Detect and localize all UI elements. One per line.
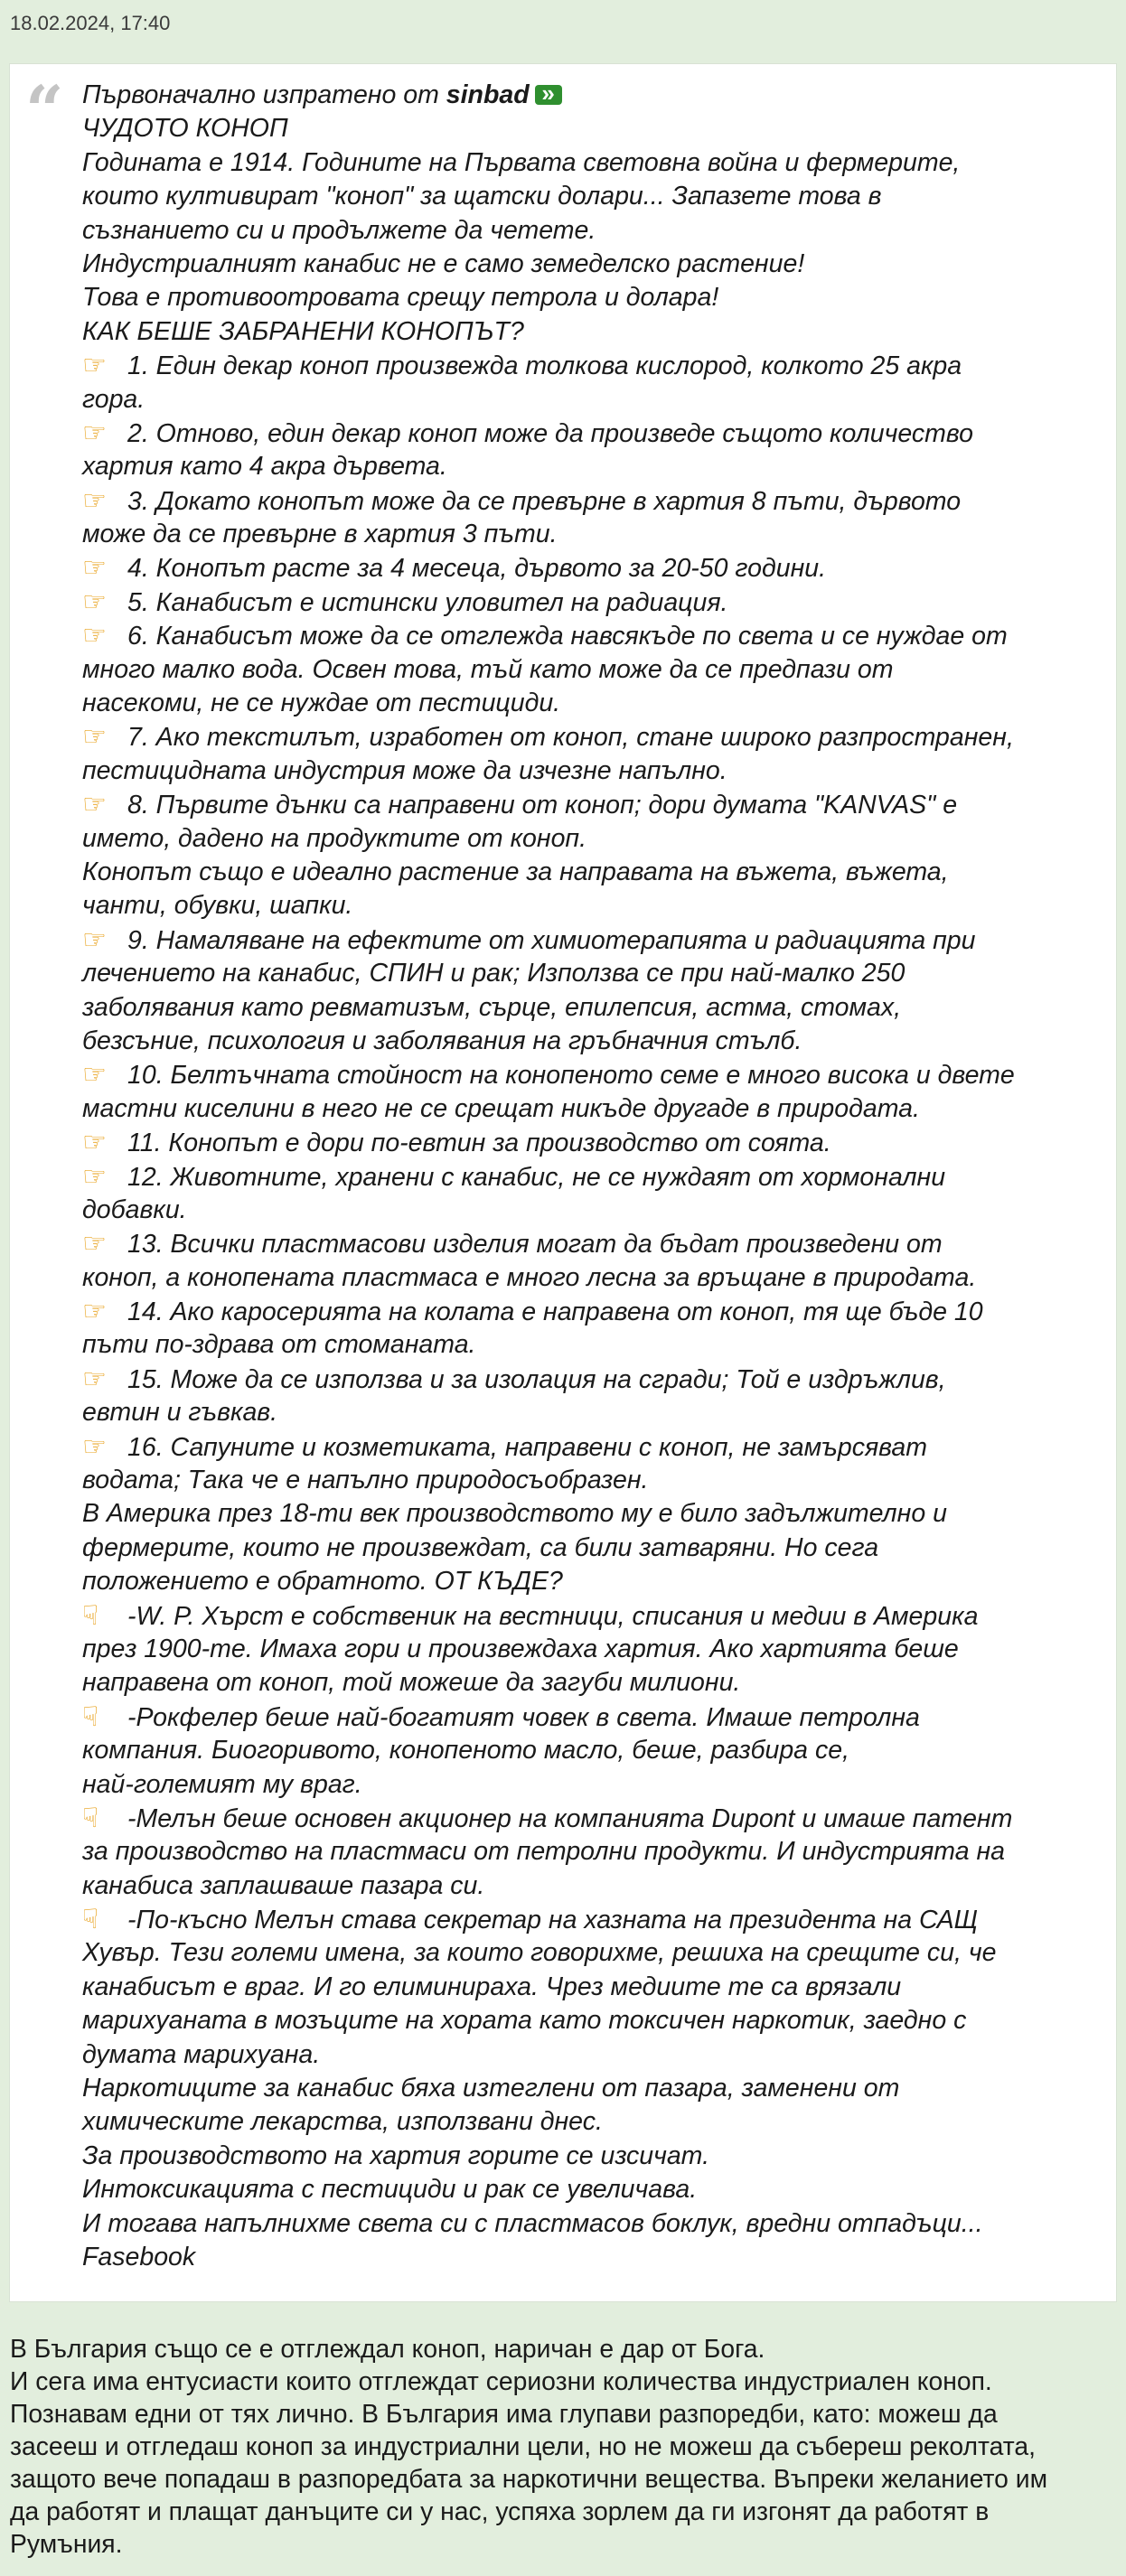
quote-line [82, 1194, 1094, 1227]
quote-line [82, 2038, 1094, 2072]
quote-line-text: И тогава напълнихме света си с пластмасов боклук, вредни отпадъци... [82, 2208, 983, 2238]
quote-line [82, 1430, 1094, 1464]
quote-line-text: 2. Отново, един декар коноп може да произведе същото количество [127, 418, 973, 448]
quote-line [82, 1126, 1094, 1159]
quote-line [82, 754, 1094, 788]
quote-line [82, 788, 1094, 821]
quote-line [82, 1464, 1094, 1497]
quote-line [82, 2072, 1094, 2105]
quote-line [82, 1565, 1094, 1598]
quote-line [82, 1363, 1094, 1396]
point-right-icon: ☞ [82, 620, 107, 652]
point-right-icon: ☞ [82, 1430, 107, 1463]
quote-line [82, 349, 1094, 382]
reply-text [10, 2332, 1118, 2560]
quote-line [82, 518, 1094, 551]
point-right-icon: ☞ [82, 1059, 107, 1091]
quote-line [82, 653, 1094, 687]
quote-line [82, 1802, 1094, 1835]
quote-author: sinbad [446, 80, 530, 109]
quote-line [82, 1295, 1094, 1328]
quote-line [82, 1903, 1094, 1936]
point-right-icon: ☞ [82, 585, 107, 618]
quote-line-text: 12. Животните, хранени с канабис, не се нуждаят от хормонални [127, 1162, 946, 1192]
quote-line-text: Наркотиците за канабис бяха изтеглени от пазара, заменени от [82, 2074, 900, 2103]
quote-line-text: 14. Ако каросерията на колата е направена от коноп, тя ще бъде 10 [127, 1297, 983, 1327]
thumbs-down-icon: ☟ [82, 1904, 99, 1936]
quote-line-text: 6. Канабисът може да се отглежда навсякъде по света и се нуждае от [127, 622, 1008, 651]
quote-line [82, 856, 1094, 889]
quote-line-text: най-големият му враг. [82, 1769, 362, 1799]
quote-line [82, 1666, 1094, 1700]
quote-line [82, 450, 1094, 483]
quote-line [82, 2004, 1094, 2037]
quote-line-text: 13. Всички пластмасови изделия могат да бъдат произведени от [127, 1230, 943, 1260]
quote-line-text: -Рокфелер беше най-богатият човек в света. Имаше петролна [127, 1702, 920, 1732]
quote-line [82, 180, 1094, 213]
quote-line [82, 1092, 1094, 1126]
quote-line-text: канабиса заплашваше пазара си. [82, 1870, 485, 1900]
quote-line-text: В Америка през 18-ти век производството му е било задължително и [82, 1499, 947, 1529]
quote-line [82, 1328, 1094, 1362]
quote-line-text: За производството на хартия горите се изсичат. [82, 2140, 710, 2170]
reply-line: В България също се е отглеждал коноп, наричан е дар от Бога. [10, 2334, 765, 2363]
quote-line-text: съзнанието си и продължете да четете. [82, 215, 596, 245]
point-right-icon: ☞ [82, 552, 107, 585]
quote-line [82, 2140, 1094, 2173]
quote-line-text: пъти по-здрава от стоманата. [82, 1330, 476, 1360]
quote-line-text: положението е обратното. ОТ КЪДЕ? [82, 1567, 563, 1597]
quote-line-text: Интоксикацията с пестициди и рак се увеличава. [82, 2175, 698, 2205]
quote-line-text: през 1900-те. Имаха гори и произвеждаха хартия. Ако хартията беше [82, 1634, 959, 1663]
quote-line-text: 8. Първите дънки са направени от коноп; дори думата "KANVAS" е [127, 791, 958, 820]
quote-line [82, 2241, 1094, 2274]
point-right-icon: ☞ [82, 417, 107, 449]
quote-line [82, 1835, 1094, 1869]
quote-line [82, 1734, 1094, 1767]
reply-line: засееш и отгледаш коноп за индустриални цели, но не можеш да събереш реколтата, [10, 2431, 1036, 2460]
quote-line [82, 417, 1094, 450]
quote-line [82, 484, 1094, 518]
quote-line-text: КАК БЕШЕ ЗАБРАНЕНИ КОНОПЪТ? [82, 316, 524, 346]
quote-line-text: думата марихуана. [82, 2039, 321, 2069]
quote-line [82, 687, 1094, 720]
quote-line [82, 1497, 1094, 1531]
quote-body [82, 79, 1094, 2274]
quote-line [82, 248, 1094, 281]
quote-line [82, 2105, 1094, 2139]
quote-line [82, 214, 1094, 248]
quote-prefix: Първоначално изпратено от [82, 80, 446, 109]
quote-line-text: Fasebook [82, 2243, 196, 2272]
quote-line-text: може да се превърне в хартия 3 пъти. [82, 520, 558, 549]
quote-line [82, 2173, 1094, 2206]
quote-line-text: хартия като 4 акра дървета. [82, 452, 447, 482]
quote-mark-icon: “ [25, 72, 64, 150]
quote-line-text: марихуаната в мозъците на хората като токсичен наркотик, заедно с [82, 2006, 967, 2036]
quote-line [82, 1936, 1094, 1970]
quote-line-text: пестицидната индустрия може да изчезне напълно. [82, 755, 727, 785]
quote-line-text: 10. Белтъчната стойност на конопеното семе е много висока и двете [127, 1061, 1015, 1091]
quote-line [82, 923, 1094, 957]
quote-line [82, 822, 1094, 856]
quote-title: ЧУДОТО КОНОП [82, 114, 288, 144]
quote-line [82, 1025, 1094, 1058]
quote-line-text: водата; Така че е напълно природосъобразен. [82, 1466, 649, 1495]
quote-line-text: 9. Намаляване на ефектите от химиотерапията и радиацията при [127, 925, 976, 955]
quote-line-text: 5. Канабисът е истински уловител на радиация. [127, 587, 728, 617]
quote-line-text: безсъние, психология и заболявания на гръбначния стълб. [82, 1026, 802, 1055]
quote-line-text: 7. Ако текстилът, изработен от коноп, стане широко разпространен, [127, 723, 1014, 753]
quote-line-text: канабисът е враг. И го елиминираха. Чрез медиите те са врязали [82, 1972, 902, 2001]
quote-line-text: коноп, а конопената пластмаса е много лесна за връщане в природата. [82, 1262, 977, 1292]
quote-line-text: които култивират "коноп" за щатски долари... Запазете това в [82, 182, 882, 211]
quote-line-text: фермерите, които не произвеждат, са били затваряни. Но сега [82, 1532, 879, 1562]
quote-line-text: гора. [82, 384, 145, 414]
point-right-icon: ☞ [82, 350, 107, 382]
quote-line-text: чанти, обувки, шапки. [82, 891, 353, 921]
quote-line-text: -W. P. Хърст е собственик на вестници, списания и медии в Америка [127, 1601, 979, 1631]
quote-line-text: 15. Може да се използва и за изолация на сгради; Той е издръжлив, [127, 1364, 946, 1394]
quote-line-text: насекоми, не се нуждае от пестициди. [82, 688, 561, 718]
quote-line-text: мастни киселини в него не се срещат никъде другаде в природата. [82, 1093, 920, 1123]
quote-line-text: Конопът също е идеално растение за направата на въжета, въжета, [82, 857, 949, 886]
quote-line [82, 2207, 1094, 2241]
quote-line-text: Хувър. Тези големи имена, за които говорихме, решиха на срещите си, че [82, 1938, 997, 1968]
point-right-icon: ☞ [82, 484, 107, 517]
quote-line [82, 315, 1094, 349]
quote-line [82, 991, 1094, 1025]
quote-line [82, 1160, 1094, 1194]
point-right-icon: ☞ [82, 1160, 107, 1193]
quote-line-text: евтин и гъвкав. [82, 1398, 278, 1428]
quote-line-text: 4. Конопът расте за 4 месеца, дървото за 20-50 години. [127, 554, 827, 584]
quote-line [82, 1599, 1094, 1633]
quote-line [82, 1971, 1094, 2004]
quote-line-text: направена от коноп, той можеше да загуби милиони. [82, 1668, 741, 1698]
thumbs-down-icon: ☟ [82, 1599, 99, 1632]
view-post-icon[interactable] [535, 85, 562, 105]
quote-line [82, 1261, 1094, 1295]
reply-line: Познавам едни от тях лично. В България има глупави разпоредби, като: можеш да [10, 2399, 998, 2428]
quote-line [82, 1532, 1094, 1565]
quote-line-text: -По-късно Мелън става секретар на хазната на президента на САЩ [127, 1906, 978, 1935]
quote-line-text: -Мелън беше основен акционер на компанията Dupont и имаше патент [127, 1803, 1013, 1833]
quote-line [82, 585, 1094, 619]
reply-line: да работят и плащат данъците си у нас, успяха зорлем да ги изгонят да работят в [10, 2496, 990, 2525]
quote-line-text: името, дадено на продуктите от коноп. [82, 823, 587, 853]
quote-line-text: заболявания като ревматизъм, сърце, епилепсия, астма, стомах, [82, 992, 902, 1022]
point-right-icon: ☞ [82, 1363, 107, 1395]
point-right-icon: ☞ [82, 721, 107, 754]
quote-line [82, 1700, 1094, 1734]
quote-line-text: химическите лекарства, използвани днес. [82, 2107, 603, 2137]
point-right-icon: ☞ [82, 1296, 107, 1328]
thumbs-down-icon: ☟ [82, 1700, 99, 1733]
quote-line [82, 1058, 1094, 1091]
quote-line-text: 3. Докато конопът може да се превърне в хартия 8 пъти, дървото [127, 486, 962, 516]
quote-line [82, 146, 1094, 180]
quote-line [82, 1633, 1094, 1666]
point-right-icon: ☞ [82, 1127, 107, 1159]
quote-line-text: много малко вода. Освен това, тъй като може да се предпази от [82, 654, 894, 684]
quote-line [82, 281, 1094, 314]
quote-line [82, 889, 1094, 923]
quote-line [82, 720, 1094, 754]
quote-line-text: лечението на канабис, СПИН и рак; Използва се при най-малко 250 [82, 959, 905, 988]
quote-line-text: 11. Конопът е дори по-евтин за производство от соята. [127, 1129, 831, 1158]
quote-line [82, 1227, 1094, 1260]
quote-line [82, 1869, 1094, 1903]
quote-line-text: компания. Биогоривото, конопеното масло, беше, разбира се, [82, 1736, 849, 1766]
quote-line-text: Годината е 1914. Годините на Първата световна война и фермерите, [82, 147, 961, 177]
quote-line-text: добавки. [82, 1194, 187, 1224]
reply-line: И сега има ентусиасти които отглеждат сериозни количества индустриален коноп. [10, 2366, 992, 2395]
quote-line [82, 551, 1094, 585]
reply-line: защото вече попадаш в разпоредбата за наркотични вещества. Въпреки желанието им [10, 2464, 1048, 2493]
point-right-icon: ☞ [82, 923, 107, 956]
quote-line [82, 383, 1094, 417]
thumbs-down-icon: ☟ [82, 1802, 99, 1834]
point-right-icon: ☞ [82, 1228, 107, 1260]
quote-line-text: за производство на пластмаси от петролни продукти. И индустрията на [82, 1837, 1006, 1867]
point-right-icon: ☞ [82, 789, 107, 821]
quote-line [82, 957, 1094, 990]
quote-line [82, 619, 1094, 652]
quote-lines [82, 146, 1094, 2275]
quote-line-text: Това е противоотровата срещу петрола и долара! [82, 283, 719, 313]
quote-header [82, 79, 1094, 112]
quote-line-text: 16. Сапуните и козметиката, направени с коноп, не замърсяват [127, 1432, 928, 1462]
quote-line [82, 1396, 1094, 1429]
quote-block [9, 63, 1117, 2302]
post-date: 18.02.2024, 17:40 [10, 12, 171, 34]
quote-line-text: 1. Един декар коноп произвежда толкова кислород, колкото 25 акра [127, 351, 962, 381]
quote-line [82, 1768, 1094, 1802]
reply-line: Румъния. [10, 2529, 123, 2558]
quote-line-text: Индустриалният канабис не е само земеделско растение! [82, 248, 805, 278]
